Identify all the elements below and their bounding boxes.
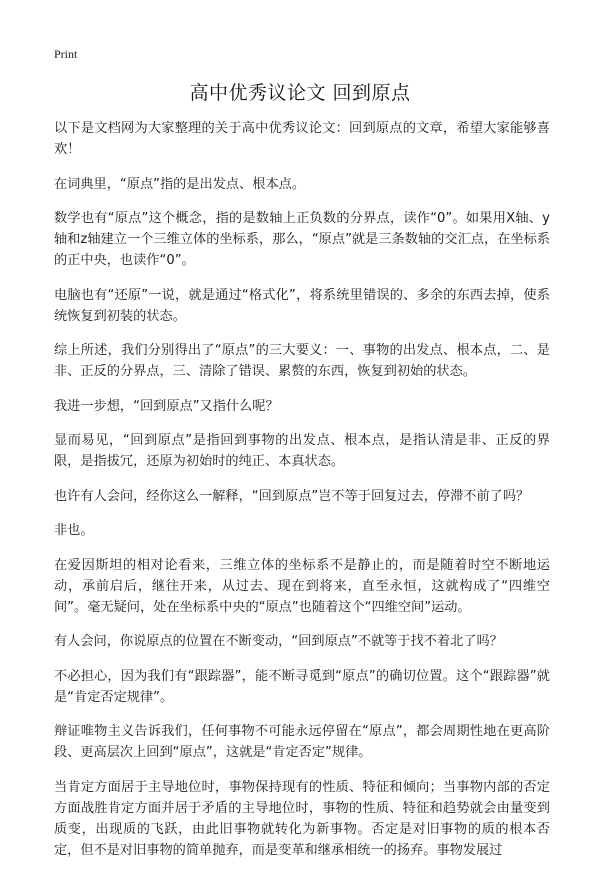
paragraph-intro: 以下是文档网为大家整理的关于高中优秀议论文：回到原点的文章，希望大家能够喜欢！ [54,121,550,157]
paragraph-dictionary: 在词典里，“原点”指的是出发点、根本点。 [54,176,306,192]
paragraph-question-2: 有人会问，你说原点的位置在不断变动，“回到原点”不就等于找不着北了吗？ [54,634,503,649]
paragraph-negation: 当肯定方面居于主导地位时，事物保持现有的性质、特征和倾向；当事物内部的否定方面战胜肯定方面并居于矛盾的主导地位时，事物的性质、特征和趋势就会由量变到质变，出现质的飞跃，由此旧事物就转化为新事物。否定是对旧事物的质的根本否定，但不是对旧事物的简单抛弃，而是变革和继承相统一的扬弃。事物发展过 [54,779,550,858]
paragraph-meaning: 显而易见，“回到原点”是指回到事物的出发点、根本点，是指认清是非、正反的界限，是指拔冗，还原为初始时的纯正、本真状态。 [54,433,550,469]
paragraph-question: 我进一步想，“回到原点”又指什么呢？ [54,398,279,414]
paragraph-computer: 电脑也有“还原”一说，就是通过“格式化”，将系统里错误的、多余的东西去掉，使系统恢复到初装的状态。 [54,287,550,324]
paragraph-dialectics: 辩证唯物主义告诉我们，任何事物不可能永远停留在“原点”，都会周期性地在更高阶段、更高层次上回到“原点”，这就是“肯定否定”规律。 [54,724,550,760]
article-body [54,118,550,874]
paragraph-math: 数学也有“原点”这个概念，指的是数轴上正负数的分界点，读作“0”。如果用X轴、y轴和z轴建立一个三维立体的坐标系，那么，“原点”就是三条数轴的交汇点，在坐标系的正中央，也读作“0”。 [54,211,550,268]
print-link[interactable]: Print [54,47,78,61]
paragraph-summary: 综上所述，我们分别得出了“原点”的三大要义：一、事物的出发点、根本点，二、是非、正反的分界点，三、清除了错误、累赘的东西，恢复到初始的状态。 [54,343,550,379]
paragraph-einstein: 在爱因斯坦的相对论看来，三维立体的坐标系不是静止的，而是随着时空不断地运动，承前启后，继往开来，从过去、现在到将来，直至永恒，这就构成了“四维空间”。毫无疑问，处在坐标系中央的“原点”也随着这个“四维空间”运动。 [54,557,550,615]
paragraph-tracker: 不必担心，因为我们有“跟踪器”，能不断寻觅到“原点”的确切位置。这个“跟踪器”就是“肯定否定规律”。 [54,668,550,705]
document-title: 高中优秀议论文 回到原点 [189,82,411,104]
paragraph-doubt: 也许有人会问，经你这么一解释，“回到原点”岂不等于回复过去，停滞不前了吗？ [54,488,530,504]
paragraph-answer: 非也。 [54,523,94,538]
